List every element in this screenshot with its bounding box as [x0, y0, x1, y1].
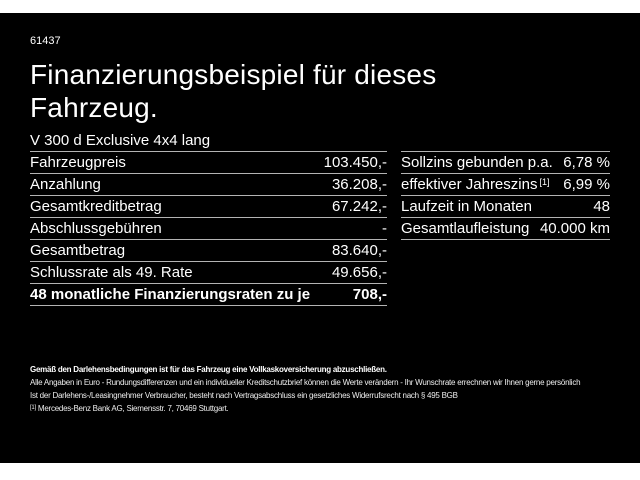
card-content: [0, 35, 640, 415]
row-label: Anzahlung: [30, 176, 101, 193]
table-row: [401, 173, 610, 195]
footnotes: [30, 363, 610, 415]
row-label: Gesamtlaufleistung: [401, 220, 530, 237]
financing-table: [30, 151, 387, 306]
table-row: [30, 261, 387, 283]
stock-number: 61437: [30, 35, 61, 47]
table-row: [30, 217, 387, 239]
row-value: 6,78 %: [563, 154, 610, 171]
row-value: 6,99 %: [563, 176, 610, 193]
page-title-line1: Finanzierungsbeispiel für dieses: [30, 59, 437, 90]
row-label: Abschlussgebühren: [30, 220, 162, 237]
row-label: Schlussrate als 49. Rate: [30, 264, 193, 281]
table-row-monthly-rate: [30, 283, 387, 305]
row-label: Sollzins gebunden p.a.: [401, 154, 553, 171]
table-row: [30, 195, 387, 217]
row-value: 103.450,-: [323, 154, 387, 171]
row-label: 48 monatliche Finanzierungsraten zu je: [30, 286, 311, 303]
row-label: Gesamtbetrag: [30, 242, 126, 259]
row-value: 36.208,-: [331, 176, 387, 193]
row-label: Fahrzeugpreis: [30, 154, 126, 171]
footnote-disclaimer: Alle Angaben in Euro - Rundungsdifferenzen und ein individueller Kreditschutzbrief können die Werte verändern - Ihr Wunschrate errechnen wir Ihnen gerne persönlich: [30, 378, 581, 387]
conditions-table: [401, 151, 610, 240]
footnote-reference-marker: [1]: [539, 177, 550, 187]
table-row: [401, 217, 610, 239]
row-label-text: effektiver Jahreszins: [401, 176, 538, 193]
footnote-bank-text: Mercedes-Benz Bank AG, Siemensstr. 7, 70469 Stuttgart.: [37, 404, 229, 413]
page-title: [30, 58, 610, 124]
table-row: [30, 151, 387, 173]
row-value: -: [382, 220, 387, 237]
row-value: 67.242,-: [331, 198, 387, 215]
footnote-bank: [30, 402, 610, 415]
table-row: [401, 195, 610, 217]
footnote-insurance: Gemäß den Darlehensbedingungen ist für das Fahrzeug eine Vollkaskoversicherung abzuschließen.: [30, 365, 387, 374]
row-value: 83.640,-: [331, 242, 387, 259]
row-value: 49.656,-: [331, 264, 387, 281]
row-value: 48: [593, 198, 610, 215]
footnote-bank-marker: [1]: [30, 405, 36, 411]
table-row: [30, 239, 387, 261]
row-value: 40.000 km: [539, 220, 610, 237]
footnote-withdrawal: Ist der Darlehens-/Leasingnehmer Verbraucher, besteht nach Vertragsabschluss ein gesetzliches Widerrufsrecht nach § 495 BGB: [30, 391, 458, 400]
tables-columns: [30, 151, 610, 306]
page-title-line2: Fahrzeug.: [30, 92, 158, 123]
vehicle-model: V 300 d Exclusive 4x4 lang: [30, 132, 211, 149]
table-row: [30, 173, 387, 195]
row-value: 708,-: [352, 286, 387, 303]
row-label: Gesamtkreditbetrag: [30, 198, 162, 215]
financing-example-card: [0, 13, 640, 463]
row-label: [401, 176, 549, 193]
row-label: Laufzeit in Monaten: [401, 198, 532, 215]
table-row: [401, 151, 610, 173]
